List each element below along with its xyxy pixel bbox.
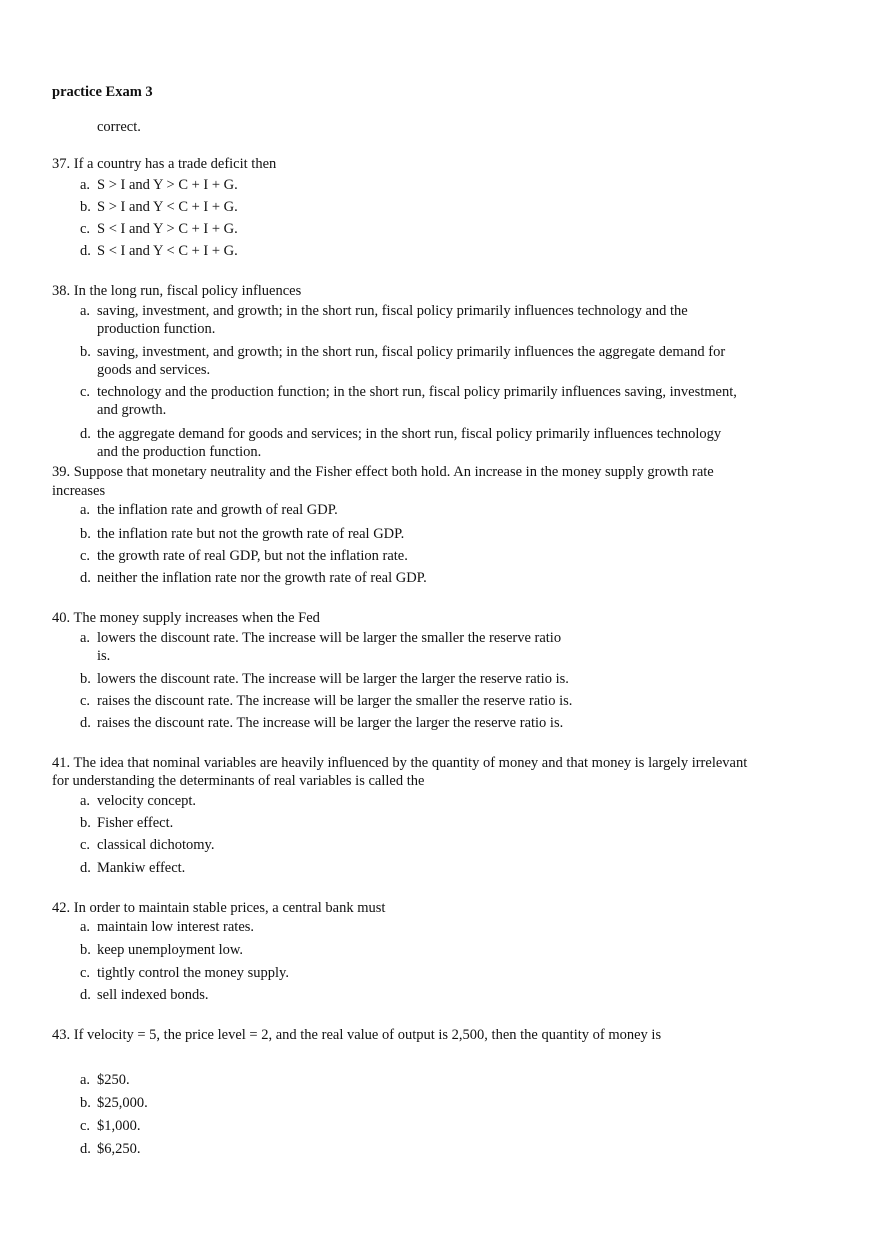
option-text: $1,000.	[97, 1118, 141, 1134]
option-text: S < I and Y < C + I + G.	[97, 243, 238, 259]
option-letter: b.	[80, 1095, 91, 1111]
question-stem: 37. If a country has a trade deficit then	[52, 156, 277, 172]
option-letter: d.	[80, 987, 91, 1003]
option-letter: a.	[80, 1072, 91, 1088]
option-text: S < I and Y > C + I + G.	[97, 221, 238, 237]
option-text: Mankiw effect.	[97, 860, 186, 876]
option-letter: b.	[80, 942, 91, 958]
option-text: $250.	[97, 1072, 130, 1088]
option-letter: d.	[80, 715, 91, 731]
option-text: raises the discount rate. The increase will be larger the larger the reserve ratio is.	[97, 715, 564, 731]
option-text: $6,250.	[97, 1141, 141, 1157]
option-letter: c.	[80, 221, 91, 237]
option-text: neither the inflation rate nor the growth rate of real GDP.	[97, 570, 427, 586]
option-letter: c.	[80, 384, 91, 400]
question-stem: increases	[52, 483, 106, 499]
option-letter: a.	[80, 919, 91, 935]
option-letter: b.	[80, 344, 91, 360]
option-text: the inflation rate and growth of real GDP.	[97, 502, 338, 518]
question-stem: 39. Suppose that monetary neutrality and the Fisher effect both hold. An increase in the money supply growth rate	[52, 464, 714, 480]
option-text: S > I and Y < C + I + G.	[97, 199, 238, 215]
option-text: $25,000.	[97, 1095, 148, 1111]
page-title: practice Exam 3	[52, 84, 153, 100]
option-letter: c.	[80, 965, 91, 981]
option-letter: a.	[80, 502, 91, 518]
carryover-text: correct.	[97, 119, 141, 135]
option-text: lowers the discount rate. The increase will be larger the smaller the reserve ratio	[97, 630, 562, 646]
option-letter: d.	[80, 1141, 91, 1157]
option-text: goods and services.	[97, 362, 211, 378]
option-letter: c.	[80, 693, 91, 709]
option-letter: b.	[80, 199, 91, 215]
option-text: and growth.	[97, 402, 167, 418]
option-text: production function.	[97, 321, 216, 337]
question-stem: 42. In order to maintain stable prices, a central bank must	[52, 900, 386, 916]
option-text: the growth rate of real GDP, but not the inflation rate.	[97, 548, 408, 564]
option-text: raises the discount rate. The increase will be larger the smaller the reserve ratio is.	[97, 693, 573, 709]
option-letter: c.	[80, 1118, 91, 1134]
option-letter: b.	[80, 815, 91, 831]
option-letter: c.	[80, 548, 91, 564]
option-text: Fisher effect.	[97, 815, 174, 831]
option-text: lowers the discount rate. The increase will be larger the larger the reserve ratio is.	[97, 671, 569, 687]
option-letter: d.	[80, 860, 91, 876]
option-text: velocity concept.	[97, 793, 197, 809]
option-text: the inflation rate but not the growth rate of real GDP.	[97, 526, 405, 542]
option-text: is.	[97, 648, 111, 664]
option-text: S > I and Y > C + I + G.	[97, 177, 238, 193]
option-letter: a.	[80, 303, 91, 319]
option-text: sell indexed bonds.	[97, 987, 209, 1003]
question-stem: 40. The money supply increases when the Fed	[52, 610, 320, 626]
option-text: saving, investment, and growth; in the short run, fiscal policy primarily influences technology and the	[97, 303, 688, 319]
option-letter: d.	[80, 426, 91, 442]
question-stem: for understanding the determinants of real variables is called the	[52, 773, 425, 789]
option-letter: c.	[80, 837, 91, 853]
option-text: maintain low interest rates.	[97, 919, 255, 935]
option-letter: d.	[80, 570, 91, 586]
option-letter: a.	[80, 177, 91, 193]
option-text: and the production function.	[97, 444, 262, 460]
question-stem: 41. The idea that nominal variables are heavily influenced by the quantity of money and that money is largely irrelevant	[52, 755, 748, 771]
option-letter: b.	[80, 526, 91, 542]
question-stem: 43. If velocity = 5, the price level = 2, and the real value of output is 2,500, then the quantity of money is	[52, 1027, 662, 1043]
option-letter: d.	[80, 243, 91, 259]
option-text: tightly control the money supply.	[97, 965, 289, 981]
question-stem: 38. In the long run, fiscal policy influences	[52, 283, 302, 299]
option-text: technology and the production function; in the short run, fiscal policy primarily influences saving, investment,	[97, 384, 737, 400]
option-letter: a.	[80, 630, 91, 646]
option-text: keep unemployment low.	[97, 942, 244, 958]
option-letter: a.	[80, 793, 91, 809]
option-text: saving, investment, and growth; in the short run, fiscal policy primarily influences the aggregate demand for	[97, 344, 726, 360]
option-letter: b.	[80, 671, 91, 687]
option-text: the aggregate demand for goods and services; in the short run, fiscal policy primarily influences technology	[97, 426, 722, 442]
option-text: classical dichotomy.	[97, 837, 215, 853]
